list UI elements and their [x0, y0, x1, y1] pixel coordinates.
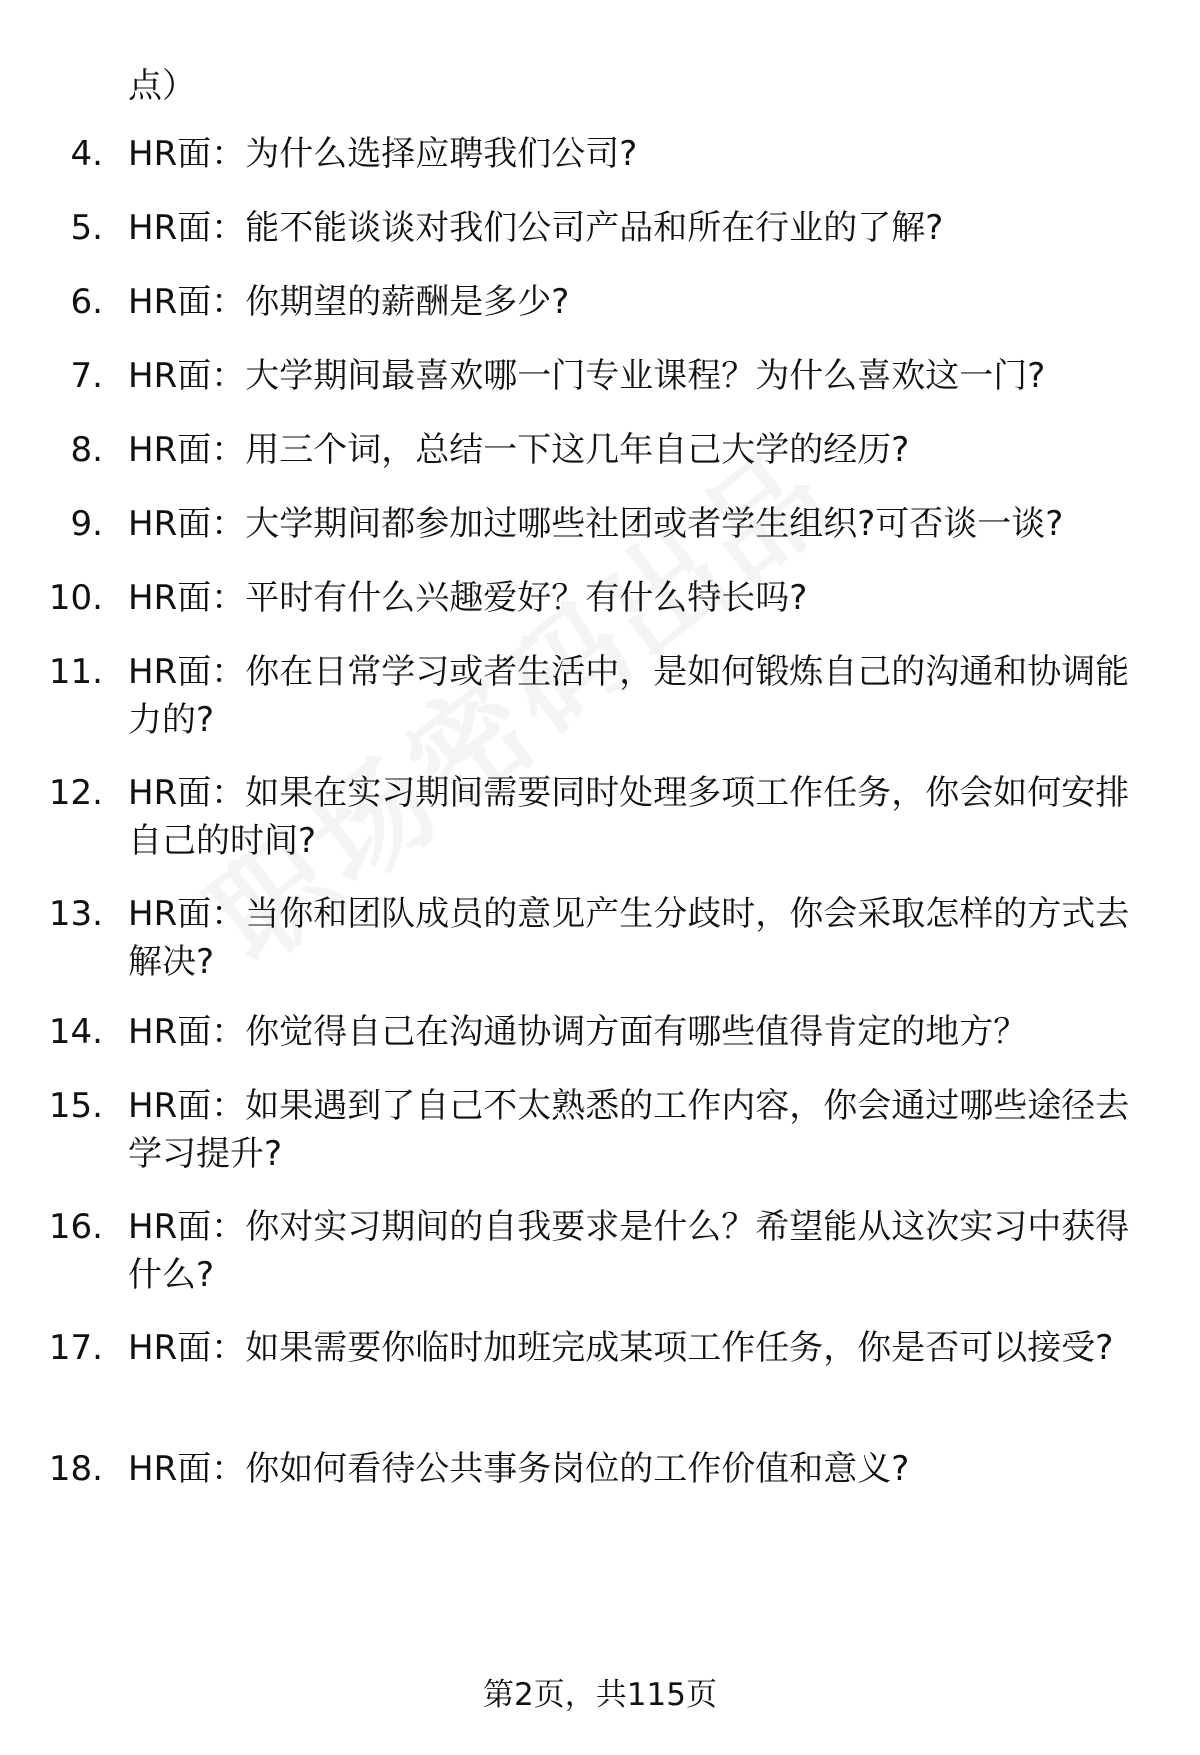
question-text: HR面：为什么选择应聘我们公司?	[128, 134, 638, 174]
question-text: HR面：用三个词，总结一下这几年自己大学的经历?	[128, 430, 910, 470]
continuation-text: 点）	[128, 66, 196, 106]
question-text: HR面：你期望的薪酬是多少?	[128, 282, 570, 322]
question-number: 12.	[48, 773, 103, 813]
question-text: HR面：你对实习期间的自我要求是什么？希望能从这次实习中获得什么?	[128, 1207, 1130, 1295]
question-number: 11.	[48, 652, 103, 692]
question-text: HR面：你在日常学习或者生活中，是如何锻炼自己的沟通和协调能力的?	[128, 652, 1130, 740]
question-number: 5.	[70, 208, 103, 248]
question-number: 6.	[70, 282, 103, 322]
question-text: HR面：你觉得自己在沟通协调方面有哪些值得肯定的地方？	[128, 1012, 1028, 1052]
question-number: 18.	[48, 1449, 103, 1489]
question-number: 16.	[48, 1207, 103, 1247]
question-text: HR面：你如何看待公共事务岗位的工作价值和意义?	[128, 1449, 910, 1489]
question-text: HR面：能不能谈谈对我们公司产品和所在行业的了解?	[128, 208, 944, 248]
question-number: 8.	[70, 430, 103, 470]
question-text: HR面：大学期间最喜欢哪一门专业课程？为什么喜欢这一门?	[128, 356, 1046, 396]
question-text: HR面：如果在实习期间需要同时处理多项工作任务，你会如何安排自己的时间?	[128, 773, 1130, 861]
question-text: HR面：如果需要你临时加班完成某项工作任务，你是否可以接受?	[128, 1328, 1114, 1368]
question-text: HR面：平时有什么兴趣爱好？有什么特长吗?	[128, 578, 808, 618]
question-number: 15.	[48, 1086, 103, 1126]
question-text: HR面：如果遇到了自己不太熟悉的工作内容，你会通过哪些途径去学习提升?	[128, 1086, 1130, 1174]
page-footer: 第2页，共115页	[483, 1677, 717, 1713]
question-number: 4.	[70, 134, 103, 174]
question-text: HR面：大学期间都参加过哪些社团或者学生组织?可否谈一谈?	[128, 504, 1064, 544]
question-number: 7.	[70, 356, 103, 396]
question-text: HR面：当你和团队成员的意见产生分歧时，你会采取怎样的方式去解决?	[128, 894, 1130, 982]
question-number: 17.	[48, 1328, 103, 1368]
question-number: 10.	[48, 578, 103, 618]
question-number: 13.	[48, 894, 103, 934]
question-number: 9.	[70, 504, 103, 544]
question-number: 14.	[48, 1012, 103, 1052]
